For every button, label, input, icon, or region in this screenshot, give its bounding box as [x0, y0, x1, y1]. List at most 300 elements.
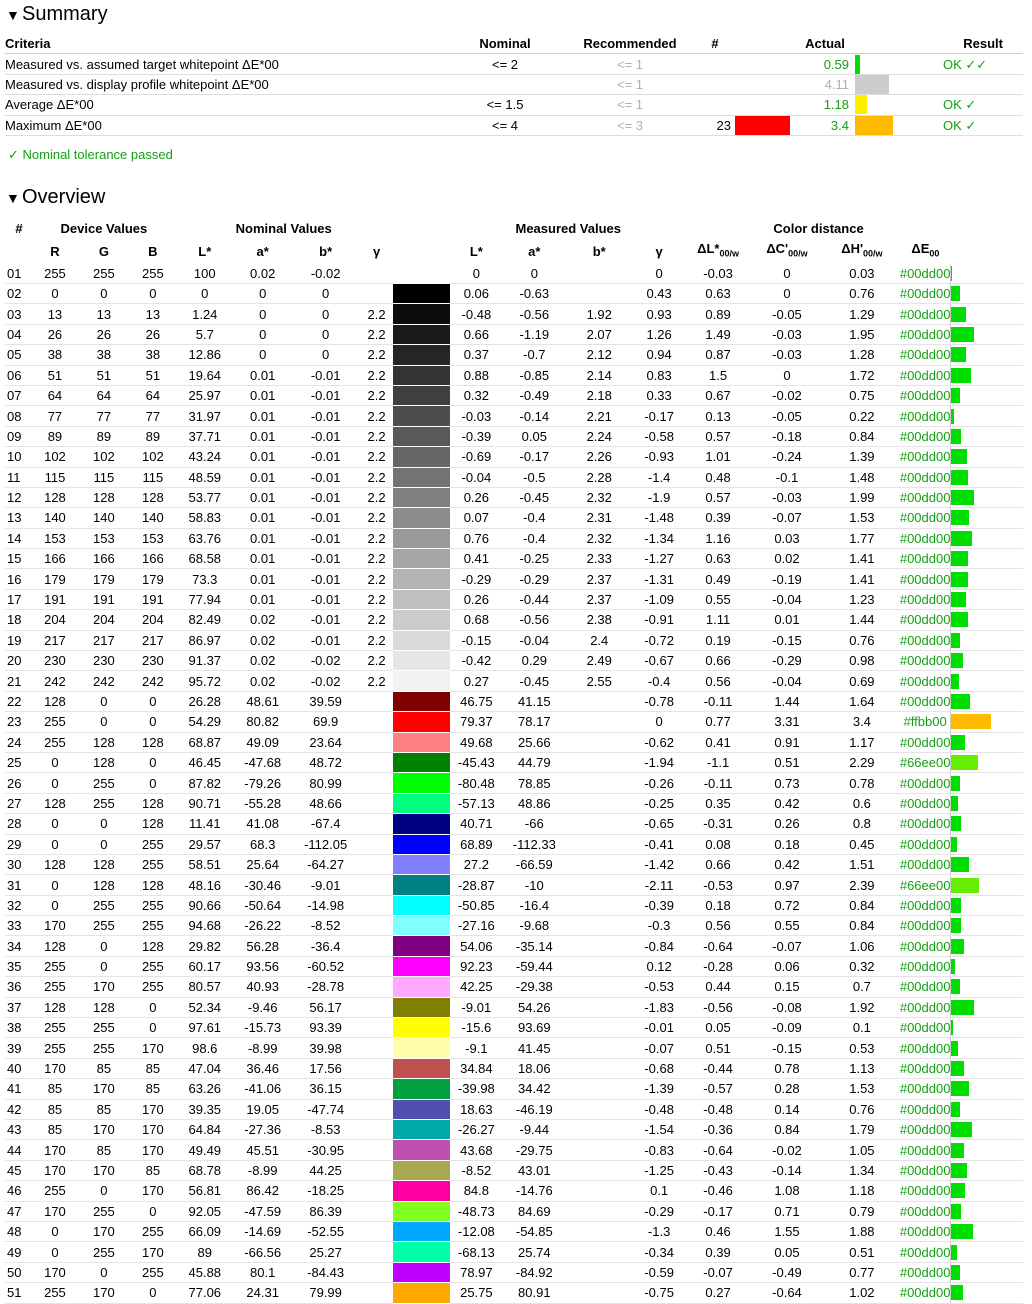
delta-E: #00dd00	[900, 956, 951, 976]
device-G: 170	[77, 1120, 131, 1140]
measured-b	[566, 1018, 632, 1038]
delta-L: -0.44	[686, 1058, 750, 1078]
patch-number: 46	[5, 1181, 33, 1201]
nominal-gamma	[361, 1038, 393, 1058]
overview-title: Overview	[22, 186, 106, 208]
delta-E: #00dd00	[900, 508, 951, 528]
measured-b	[566, 1201, 632, 1221]
device-R: 0	[33, 752, 77, 772]
measured-L: 25.75	[450, 1283, 502, 1303]
num-cell	[695, 54, 735, 74]
delta-E: #00dd00	[900, 1099, 951, 1119]
color-swatch	[393, 631, 451, 650]
device-R: 0	[33, 895, 77, 915]
measured-L: -0.48	[450, 304, 502, 324]
delta-L: 0.39	[686, 508, 750, 528]
patch-number: 42	[5, 1099, 33, 1119]
delta-H: 0.76	[824, 283, 900, 303]
device-G: 170	[77, 1283, 131, 1303]
delta-e-bar	[951, 612, 968, 627]
delta-e-bar-cell	[951, 651, 1023, 671]
delta-H: 1.48	[824, 467, 900, 487]
delta-H: 2.39	[824, 875, 900, 895]
delta-e-bar-cell	[951, 1099, 1023, 1119]
device-R: 255	[33, 712, 77, 732]
delta-L: 0.49	[686, 569, 750, 589]
delta-H: 0.45	[824, 834, 900, 854]
device-B: 204	[131, 610, 175, 630]
nominal-b: -0.01	[291, 487, 361, 507]
delta-H: 1.06	[824, 936, 900, 956]
delta-e-bar	[951, 1122, 972, 1137]
delta-C: 0.03	[750, 528, 824, 548]
patch-number: 24	[5, 732, 33, 752]
measured-b	[566, 1262, 632, 1282]
device-R: 85	[33, 1120, 77, 1140]
delta-E: #00dd00	[900, 916, 951, 936]
delta-C: 0.28	[750, 1079, 824, 1099]
measured-gamma: 0.93	[632, 304, 686, 324]
delta-C: 0.78	[750, 1058, 824, 1078]
col-nominal: Nominal	[445, 34, 565, 54]
delta-e-bar	[951, 307, 966, 322]
swatch	[393, 916, 451, 936]
delta-e-bar-cell	[951, 712, 1023, 732]
delta-H: 1.23	[824, 589, 900, 609]
nominal-b: -0.01	[291, 569, 361, 589]
nominal-cell: <= 4	[445, 115, 565, 135]
delta-e-bar-cell	[951, 875, 1023, 895]
device-B: 255	[131, 977, 175, 997]
color-swatch	[393, 794, 451, 813]
delta-H: 0.84	[824, 426, 900, 446]
device-G: 166	[77, 549, 131, 569]
delta-E: #00dd00	[900, 589, 951, 609]
color-swatch	[393, 733, 451, 752]
nominal-b: 0	[291, 283, 361, 303]
measured-b: 2.24	[566, 426, 632, 446]
swatch	[393, 712, 451, 732]
delta-H: 1.92	[824, 997, 900, 1017]
nominal-b: -0.01	[291, 467, 361, 487]
collapse-triangle-icon: ▼	[6, 7, 20, 23]
swatch	[393, 997, 451, 1017]
delta-C: -0.02	[750, 385, 824, 405]
measured-a: 84.69	[502, 1201, 566, 1221]
delta-e-bar-cell	[951, 406, 1023, 426]
delta-e-bar	[951, 653, 962, 668]
color-swatch	[393, 529, 451, 548]
nominal-gamma	[361, 1262, 393, 1282]
patch-row	[5, 589, 1023, 609]
device-B: 128	[131, 487, 175, 507]
delta-C: -0.14	[750, 1160, 824, 1180]
device-G: 64	[77, 385, 131, 405]
measured-a: 41.45	[502, 1038, 566, 1058]
delta-e-bar-cell	[951, 671, 1023, 691]
delta-e-bar-cell	[951, 977, 1023, 997]
nominal-a: 0	[235, 283, 291, 303]
device-R: 255	[33, 264, 77, 284]
delta-e-bar-cell	[951, 324, 1023, 344]
delta-E: #00dd00	[900, 732, 951, 752]
patch-row	[5, 1018, 1023, 1038]
delta-e-bar-cell	[951, 1120, 1023, 1140]
device-R: 255	[33, 1018, 77, 1038]
device-B: 191	[131, 589, 175, 609]
measured-gamma: -0.29	[632, 1201, 686, 1221]
delta-E: #00dd00	[900, 324, 951, 344]
nominal-b: -64.27	[291, 854, 361, 874]
delta-C: 0.15	[750, 977, 824, 997]
device-R: 179	[33, 569, 77, 589]
delta-C: 0.84	[750, 1120, 824, 1140]
nominal-a: -41.06	[235, 1079, 291, 1099]
device-G: 77	[77, 406, 131, 426]
overview-section-toggle[interactable]	[6, 186, 105, 209]
measured-gamma: -1.25	[632, 1160, 686, 1180]
swatch	[393, 1283, 451, 1303]
measured-L: -39.98	[450, 1079, 502, 1099]
delta-L: 0.44	[686, 977, 750, 997]
measured-gamma: -1.48	[632, 508, 686, 528]
measured-gamma: 0.83	[632, 365, 686, 385]
nominal-b: 48.66	[291, 793, 361, 813]
measured-b	[566, 895, 632, 915]
device-G: 179	[77, 569, 131, 589]
measured-gamma: 0.1	[632, 1181, 686, 1201]
delta-E: #00dd00	[900, 651, 951, 671]
nominal-a: 0.02	[235, 651, 291, 671]
group-num: #	[15, 221, 23, 236]
color-swatch	[393, 447, 451, 466]
nominal-cell	[445, 74, 565, 94]
delta-H: 1.28	[824, 345, 900, 365]
patch-number: 21	[5, 671, 33, 691]
measured-a: -84.92	[502, 1262, 566, 1282]
nominal-gamma	[361, 997, 393, 1017]
device-B: 255	[131, 895, 175, 915]
device-G: 128	[77, 875, 131, 895]
color-swatch	[393, 936, 451, 955]
nominal-gamma	[361, 1221, 393, 1241]
nominal-L: 82.49	[175, 610, 235, 630]
measured-b	[566, 1099, 632, 1119]
swatch	[393, 671, 451, 691]
nominal-a: 0.01	[235, 487, 291, 507]
color-swatch	[393, 468, 451, 487]
nominal-L: 91.37	[175, 651, 235, 671]
nominal-b: -36.4	[291, 936, 361, 956]
delta-e-bar-cell	[951, 1038, 1023, 1058]
nominal-a: 0	[235, 324, 291, 344]
device-B: 170	[131, 1099, 175, 1119]
nominal-L: 48.59	[175, 467, 235, 487]
nominal-gamma	[361, 956, 393, 976]
summary-section-toggle[interactable]	[6, 3, 108, 26]
patch-number: 33	[5, 916, 33, 936]
swatch	[393, 365, 451, 385]
nominal-L: 43.24	[175, 447, 235, 467]
measured-L: 92.23	[450, 956, 502, 976]
measured-a: -1.19	[502, 324, 566, 344]
max-error-patch-bar	[735, 116, 790, 135]
nominal-a: -15.73	[235, 1018, 291, 1038]
measured-b	[566, 977, 632, 997]
delta-E: #00dd00	[900, 1262, 951, 1282]
device-B: 77	[131, 406, 175, 426]
delta-E: #00dd00	[900, 1283, 951, 1303]
measured-a: -9.44	[502, 1120, 566, 1140]
nominal-gamma: 2.2	[361, 467, 393, 487]
delta-C: -0.15	[750, 630, 824, 650]
delta-e-bar-cell	[951, 1181, 1023, 1201]
num-bar-cell	[735, 115, 795, 135]
measured-b: 2.14	[566, 365, 632, 385]
nominal-L: 60.17	[175, 956, 235, 976]
delta-e-bar	[951, 388, 960, 403]
delta-H: 1.13	[824, 1058, 900, 1078]
delta-e-bar-cell	[951, 1160, 1023, 1180]
measured-gamma: 0	[632, 264, 686, 284]
swatch	[393, 1262, 451, 1282]
num-bar-cell	[735, 95, 795, 115]
color-swatch	[393, 998, 451, 1017]
measured-gamma: -0.91	[632, 610, 686, 630]
nominal-gamma: 2.2	[361, 304, 393, 324]
delta-L: -0.56	[686, 997, 750, 1017]
swatch	[393, 732, 451, 752]
patch-row	[5, 467, 1023, 487]
device-R: 128	[33, 936, 77, 956]
nominal-L: 1.24	[175, 304, 235, 324]
measured-L: 49.68	[450, 732, 502, 752]
measured-b	[566, 691, 632, 711]
patch-number: 43	[5, 1120, 33, 1140]
nominal-b: 39.59	[291, 691, 361, 711]
nominal-b: -0.02	[291, 651, 361, 671]
measured-L: -8.52	[450, 1160, 502, 1180]
delta-L: 1.16	[686, 528, 750, 548]
delta-E: #00dd00	[900, 569, 951, 589]
delta-e-bar	[951, 939, 963, 954]
nominal-L: 29.82	[175, 936, 235, 956]
nominal-b: 48.72	[291, 752, 361, 772]
device-R: 26	[33, 324, 77, 344]
device-B: 0	[131, 752, 175, 772]
nominal-b: 79.99	[291, 1283, 361, 1303]
device-R: 170	[33, 1201, 77, 1221]
measured-a: -0.25	[502, 549, 566, 569]
delta-H: 1.79	[824, 1120, 900, 1140]
device-B: 217	[131, 630, 175, 650]
delta-H: 0.77	[824, 1262, 900, 1282]
nominal-gamma	[361, 875, 393, 895]
nominal-gamma: 2.2	[361, 630, 393, 650]
delta-H: 1.05	[824, 1140, 900, 1160]
measured-gamma: -0.17	[632, 406, 686, 426]
measured-gamma: -0.01	[632, 1018, 686, 1038]
delta-E: #00dd00	[900, 671, 951, 691]
nominal-a: 0.01	[235, 365, 291, 385]
delta-C: -0.04	[750, 589, 824, 609]
measured-gamma: 1.26	[632, 324, 686, 344]
nominal-L: 31.97	[175, 406, 235, 426]
delta-e-bar	[951, 1285, 963, 1300]
measured-gamma: -1.83	[632, 997, 686, 1017]
nominal-b: -14.98	[291, 895, 361, 915]
nominal-b: 80.99	[291, 773, 361, 793]
delta-C: -0.05	[750, 304, 824, 324]
swatch	[393, 1140, 451, 1160]
patch-number: 11	[5, 467, 33, 487]
patch-row	[5, 1283, 1023, 1303]
swatch	[393, 1018, 451, 1038]
delta-L: 0.08	[686, 834, 750, 854]
nominal-gamma	[361, 793, 393, 813]
nominal-a: -55.28	[235, 793, 291, 813]
nominal-a: 0.01	[235, 589, 291, 609]
delta-H: 0.76	[824, 1099, 900, 1119]
measured-gamma: -0.84	[632, 936, 686, 956]
device-G: 128	[77, 752, 131, 772]
device-G: 230	[77, 651, 131, 671]
patch-number: 38	[5, 1018, 33, 1038]
delta-L: 0.57	[686, 487, 750, 507]
device-G: 38	[77, 345, 131, 365]
delta-H: 0.6	[824, 793, 900, 813]
delta-C: -0.03	[750, 324, 824, 344]
measured-L: 0.76	[450, 528, 502, 548]
nominal-L: 19.64	[175, 365, 235, 385]
nominal-b: 0	[291, 324, 361, 344]
patch-number: 28	[5, 814, 33, 834]
device-G: 255	[77, 264, 131, 284]
color-swatch	[393, 386, 451, 405]
measured-L: -68.13	[450, 1242, 502, 1262]
measured-a: 48.86	[502, 793, 566, 813]
nominal-L: 37.71	[175, 426, 235, 446]
patch-number: 01	[5, 264, 33, 284]
nominal-b: -0.02	[291, 671, 361, 691]
nominal-a: 0.02	[235, 610, 291, 630]
nominal-a: 40.93	[235, 977, 291, 997]
tolerance-status: ✓ Nominal tolerance passed	[8, 147, 173, 162]
delta-L: 0.57	[686, 426, 750, 446]
delta-e-bar	[951, 449, 967, 464]
device-R: 128	[33, 997, 77, 1017]
nominal-a: -14.69	[235, 1221, 291, 1241]
patch-number: 08	[5, 406, 33, 426]
swatch	[393, 467, 451, 487]
measured-gamma: 0.94	[632, 345, 686, 365]
nominal-a: 0.01	[235, 447, 291, 467]
delta-L: 1.01	[686, 447, 750, 467]
delta-e-bar-cell	[951, 467, 1023, 487]
patch-row	[5, 936, 1023, 956]
patch-row	[5, 1120, 1023, 1140]
measured-a: -0.4	[502, 528, 566, 548]
delta-C: 0.72	[750, 895, 824, 915]
delta-e-bar-cell	[951, 283, 1023, 303]
measured-a: -0.45	[502, 671, 566, 691]
delta-E: #66ee00	[900, 752, 951, 772]
swatch	[393, 528, 451, 548]
delta-L: -0.57	[686, 1079, 750, 1099]
group-swatch	[393, 218, 451, 239]
patch-row	[5, 304, 1023, 324]
nominal-a: 0.01	[235, 508, 291, 528]
nominal-b: -8.53	[291, 1120, 361, 1140]
delta-H: 0.22	[824, 406, 900, 426]
measured-L: 0	[450, 264, 502, 284]
nominal-gamma: 2.2	[361, 447, 393, 467]
nominal-L: 98.6	[175, 1038, 235, 1058]
delta-e-bar	[951, 347, 966, 362]
measured-b: 2.26	[566, 447, 632, 467]
device-B: 51	[131, 365, 175, 385]
nominal-a: -50.64	[235, 895, 291, 915]
device-B: 255	[131, 956, 175, 976]
device-B: 170	[131, 1140, 175, 1160]
delta-L: 0.67	[686, 385, 750, 405]
patch-row	[5, 426, 1023, 446]
measured-gamma: -0.83	[632, 1140, 686, 1160]
actual-bar	[855, 55, 860, 74]
device-G: 255	[77, 793, 131, 813]
nominal-L: 77.06	[175, 1283, 235, 1303]
measured-gamma: -1.39	[632, 1079, 686, 1099]
delta-H: 1.95	[824, 324, 900, 344]
delta-L: -1.1	[686, 752, 750, 772]
nominal-L: 0	[175, 283, 235, 303]
delta-C: -0.18	[750, 426, 824, 446]
swatch	[393, 1099, 451, 1119]
delta-C: 0.97	[750, 875, 824, 895]
device-G: 128	[77, 997, 131, 1017]
measured-L: 0.68	[450, 610, 502, 630]
device-B: 0	[131, 997, 175, 1017]
measured-a: 93.69	[502, 1018, 566, 1038]
color-swatch	[393, 488, 451, 507]
delta-C: 0.42	[750, 854, 824, 874]
delta-e-bar	[951, 898, 961, 913]
nominal-gamma: 2.2	[361, 426, 393, 446]
measured-a: -0.45	[502, 487, 566, 507]
device-R: 204	[33, 610, 77, 630]
device-R: 0	[33, 1221, 77, 1241]
measured-L: -45.43	[450, 752, 502, 772]
nominal-L: 90.66	[175, 895, 235, 915]
collapse-triangle-icon: ▼	[6, 190, 20, 206]
device-B: 255	[131, 264, 175, 284]
num-cell: 23	[695, 115, 735, 135]
delta-H: 0.78	[824, 773, 900, 793]
delta-L: 0.56	[686, 916, 750, 936]
device-B: 64	[131, 385, 175, 405]
swatch	[393, 508, 451, 528]
device-B: 102	[131, 447, 175, 467]
nominal-gamma	[361, 895, 393, 915]
delta-C: 0.02	[750, 549, 824, 569]
delta-e-bar-cell	[951, 345, 1023, 365]
delta-C: 3.31	[750, 712, 824, 732]
patch-row	[5, 732, 1023, 752]
delta-e-bar	[951, 470, 968, 485]
delta-e-bar-cell	[951, 589, 1023, 609]
measured-gamma: -0.26	[632, 773, 686, 793]
device-B: 128	[131, 814, 175, 834]
